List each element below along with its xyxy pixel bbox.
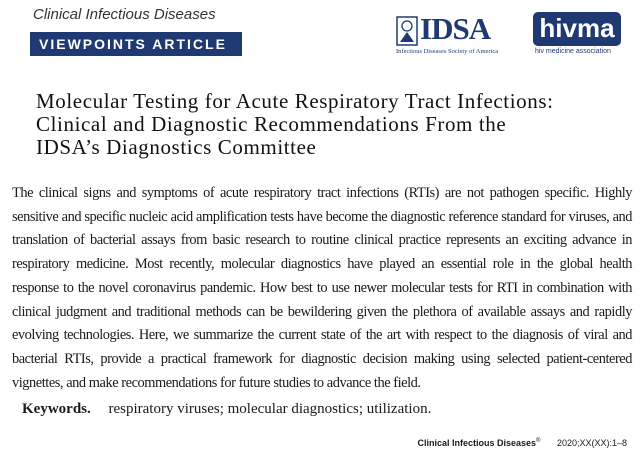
title-line: IDSA’s Diagnostics Committee bbox=[36, 135, 317, 159]
journal-name: Clinical Infectious Diseases bbox=[33, 6, 216, 23]
idsa-emblem-icon bbox=[396, 16, 418, 46]
hivma-subtitle: hiv medicine association bbox=[535, 48, 611, 55]
keywords-label: Keywords. bbox=[22, 401, 91, 417]
registered-mark: ® bbox=[536, 438, 541, 444]
keywords-line bbox=[22, 401, 622, 418]
idsa-logo bbox=[396, 12, 524, 58]
abstract-text: The clinical signs and symptoms of acute respiratory tract infections (RTIs) are not pathogen specific. Highly sensitive and specific nucleic acid amplification tests have become the diagnostic reference standard for viruses, and translation of bacterial assays from basic research to routine clinical practice represents an exciting advance in respiratory medicine. Most recently, molecular diagnostics have played an essential role in the global health response to the novel coronavirus pandemic. How best to use newer molecular tests for RTI in combination with clinical judgment and traditional methods can be bewildering given the plethora of available assays and rapidly evolving technologies. Here, we summarize the current state of the art with respect to the diagnosis of viral and bacterial RTIs, provide a practical framework for diagnostic decision making using selected patient-centered vignettes, and make recommendations for future studies to advance the field. bbox=[12, 185, 632, 391]
idsa-subtitle: Infectious Diseases Society of America bbox=[396, 48, 499, 55]
title-line: Clinical and Diagnostic Recommendations From the bbox=[36, 112, 507, 136]
citation-volume: 2020;XX(XX):1–8 bbox=[556, 438, 627, 448]
idsa-wordmark: IDSA bbox=[420, 11, 491, 46]
hivma-logo bbox=[533, 12, 621, 58]
keywords-list: respiratory viruses; molecular diagnostics; utilization. bbox=[108, 401, 432, 417]
citation-journal: Clinical Infectious Diseases bbox=[417, 438, 537, 448]
hivma-wordmark: hivma bbox=[533, 12, 621, 46]
title-line: Molecular Testing for Acute Respiratory Tract Infections: bbox=[36, 89, 554, 113]
article-type-banner: VIEWPOINTS ARTICLE bbox=[30, 32, 242, 56]
article-title bbox=[36, 90, 636, 159]
citation-footer bbox=[417, 438, 627, 448]
